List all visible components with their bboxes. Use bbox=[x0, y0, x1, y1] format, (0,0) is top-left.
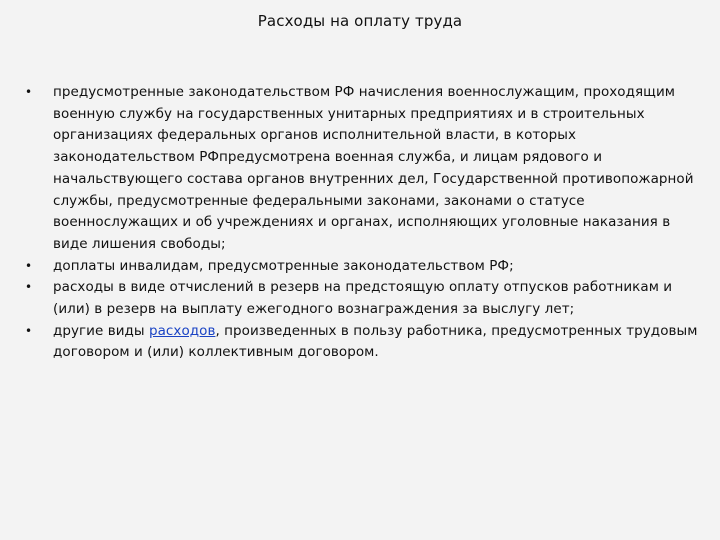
slide-title: Расходы на оплату труда bbox=[257, 12, 463, 30]
list-item-text-after: , произведенных в пользу работника, предусмотренных трудовым договором и (или) коллективным договором. bbox=[53, 322, 698, 361]
bullet-icon: • bbox=[25, 85, 33, 99]
list-item bbox=[22, 321, 698, 364]
list-item bbox=[22, 256, 698, 278]
list-item bbox=[22, 82, 698, 256]
list-item-text: предусмотренные законодательством РФ начисления военнослужащим, проходящим военную службу на государственных унитарных предприятиях и в строительных организациях федеральных органов исполнительной власти, в которых законодательством РФпредусмотрена военная служба, и лицам рядового и начальствующего состава органов внутренних дел, Государственной противопожарной службы, предусмотренные федеральными законами, законами о статусе военнослужащих и об учреждениях и органах, исполняющих уголовные наказания в виде лишения свободы; bbox=[53, 84, 694, 252]
expenses-link[interactable]: расходов bbox=[148, 322, 216, 339]
bullet-icon: • bbox=[25, 323, 33, 338]
list-item-text-before: другие виды bbox=[53, 322, 149, 339]
list-item-text: расходы в виде отчислений в резерв на предстоящую оплату отпусков работникам и (или) в резерв на выплату ежегодного вознаграждения за выслугу лет; bbox=[53, 279, 673, 318]
bullet-icon: • bbox=[25, 280, 33, 295]
list-item bbox=[22, 277, 698, 320]
bullet-list bbox=[22, 82, 698, 364]
list-item-text: доплаты инвалидам, предусмотренные законодательством РФ; bbox=[53, 257, 514, 274]
bullet-icon: • bbox=[25, 258, 33, 273]
